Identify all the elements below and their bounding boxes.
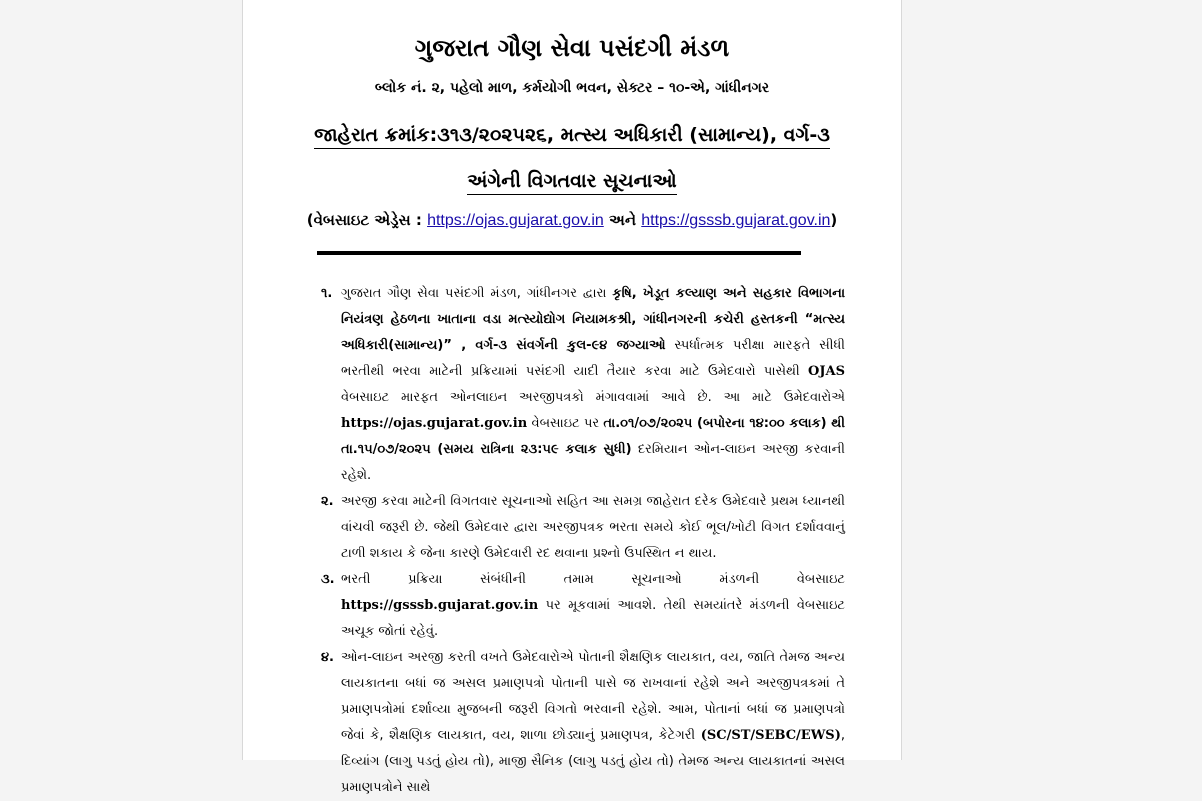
item-text: , દિવ્યાંગ (લાગુ પડતું હોય તો), માજી સૈનિક (લાગુ પડતું હોય તો) તેમજ અન્ય લાયકાતનાં અસલ પ્રમાણપત્રોને સાથે xyxy=(341,728,845,795)
ojas-link[interactable]: https://ojas.gujarat.gov.in xyxy=(427,212,604,229)
item-body: અરજી કરવા માટેની વિગતવાર સૂચનાઓ સહિત આ સમગ્ર જાહેરાત દરેક ઉમેદવારે પ્રથમ ધ્યાનથી વાંચવી જરૂરી છે. જેથી ઉમેદવાર દ્વારા અરજીપત્રક ભરતા સમયે કોઈ ભૂલ/ખોટી વિગત દર્શાવવાનું ટાળી શકાય કે જેના કારણે ઉમેદવારી રદ થવાના પ્રશ્નો ઉપસ્થિત ન થાય. xyxy=(341,494,845,561)
website-prefix: (વેબસાઇટ એડ્રેસ : xyxy=(306,211,422,229)
item-number: ૩. xyxy=(321,572,335,587)
org-address: બ્લોક નં. ૨, પહેલો માળ, કર્મયોગી ભવન, સેક્ટર – ૧૦-એ, ગાંધીનગર xyxy=(374,80,770,96)
instruction-list xyxy=(315,281,845,801)
item-text: ભરતી પ્રક્રિયા સંબંધીની તમામ સૂચનાઓ મંડળની વેબસાઇટ xyxy=(341,572,845,587)
item-url: https://gsssb.gujarat.gov.in xyxy=(341,598,539,613)
instructions-heading-text: અંગેની વિગતવાર સૂચનાઓ xyxy=(467,170,676,195)
item-text: ગુજરાત ગૌણ સેવા પસંદગી મંડળ, ગાંધીનગર દ્વારા xyxy=(341,286,613,301)
list-item xyxy=(315,645,845,801)
list-item xyxy=(315,281,845,489)
document-page xyxy=(242,0,902,795)
website-suffix: ) xyxy=(830,211,838,229)
item-body xyxy=(341,645,845,801)
item-bold-text: કૃષિ, ખેડૂત કલ્યાણ અને સહકાર વિભાગના નિયંત્રણ હેઠળના ખાતાના વડા મત્સ્યોદ્યોગ નિયામકશ્રી, ગાંધીનગરની કચેરી હસ્તકની “મત્સ્ય અધિકારી(સામાન્ય)” , વર્ગ-૩ સંવર્ગની કુલ-૯૪ જગ્યાઓ xyxy=(341,286,845,353)
item-bold-text: OJAS xyxy=(808,364,845,379)
item-text: પર મૂકવામાં આવશે. તેથી સમયાંતરે મંડળની વેબસાઇટ અચૂક જોતાં રહેવું. xyxy=(341,598,845,639)
item-url: https://ojas.gujarat.gov.in xyxy=(341,416,528,431)
advertisement-heading-text: જાહેરાત ક્રમાંક:૩૧૩/૨૦૨૫૨૬, મત્સ્ય અધિકારી (સામાન્ય), વર્ગ-૩ xyxy=(314,124,830,149)
item-text: સ્પર્ધાત્મક પરીક્ષા મારફતે સીધી ભરતીથી ભરવા માટેની પ્રક્રિયામાં પસંદગી યાદી તૈયાર કરવા માટે ઉમેદવારો પાસેથી xyxy=(341,338,845,379)
item-text: ઓન-લાઇન અરજી કરતી વખતે ઉમેદવારોએ પોતાની શૈક્ષણિક લાયકાત, વય, જાતિ તેમજ અન્ય લાયકાતના બધાં જ અસલ પ્રમાણપત્રો પોતાની પાસે જ રાખવાનાં રહેશે અને અરજીપત્રકમાં તે પ્રમાણપત્રોમાં દર્શાવ્યા મુજબની જરૂરી વિગતો ભરવાની રહેશે. આમ, પોતાનાં બધાં જ પ્રમાણપત્રો જેવાં કે, શૈક્ષણિક લાયકાત, વય, શાળા છોડ્યાનું પ્રમાણપત્ર, કેટેગરી xyxy=(341,650,845,743)
item-text: વેબસાઇટ મારફત ઓનલાઇન અરજીપત્રકો મંગાવવામાં આવે છે. આ માટે ઉમેદવારોએ xyxy=(341,390,845,405)
item-text: વેબસાઇટ પર xyxy=(527,416,604,431)
item-body xyxy=(341,567,845,645)
item-number: ૪. xyxy=(321,650,334,665)
item-bold-text: (SC/ST/SEBC/EWS) xyxy=(700,728,841,743)
item-number: ૨. xyxy=(321,494,334,509)
website-address-line xyxy=(243,211,901,230)
item-bold-text: તા.૦૧/૦૭/૨૦૨૫ (બપોરના ૧૪:૦૦ કલાક) થી તા.૧૫/૦૭/૨૦૨૫ (સમય રાત્રિના ૨૩:૫૯ કલાક સુધી) xyxy=(341,416,845,457)
list-item xyxy=(315,489,845,567)
horizontal-rule xyxy=(317,251,801,255)
website-and: અને xyxy=(609,211,637,229)
item-number: ૧. xyxy=(321,286,333,301)
gsssb-link[interactable]: https://gsssb.gujarat.gov.in xyxy=(641,212,831,229)
instructions-heading xyxy=(243,170,901,192)
item-body xyxy=(341,281,845,489)
item-text: દરમિયાન ઓન-લાઇન અરજી કરવાની રહેશે. xyxy=(341,442,845,483)
org-title: ગુજરાત ગૌણ સેવા પસંદગી મંડળ xyxy=(414,34,730,62)
advertisement-heading xyxy=(243,124,901,146)
list-item xyxy=(315,567,845,645)
